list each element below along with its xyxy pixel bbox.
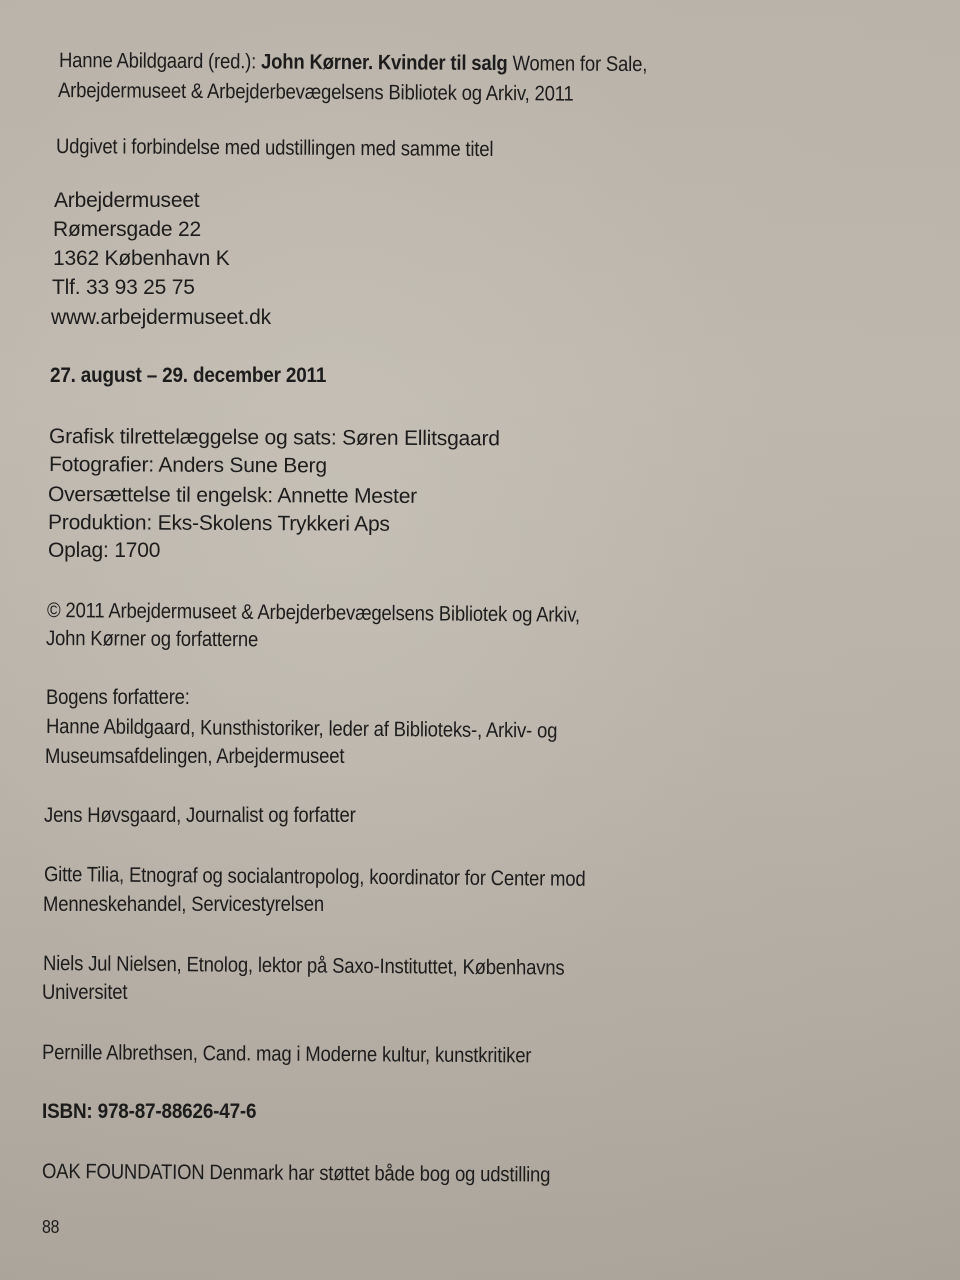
citation-line-1 xyxy=(59,48,647,78)
author-tilia-line-1: Gitte Tilia, Etnograf og socialantropolog, koordinator for Center mod xyxy=(43,863,586,891)
author-albrethsen: Pernille Albrethsen, Cand. mag i Moderne kultur, kunstkritiker xyxy=(41,1041,532,1068)
credit-production: Produktion: Eks-Skolens Trykkeri Aps xyxy=(47,511,390,536)
published-note: Udgivet i forbindelse med udstillingen med samme titel xyxy=(55,135,494,162)
citation-title: John Kørner. Kvinder til salg xyxy=(261,50,508,76)
address-street: Rømersgade 22 xyxy=(53,218,201,241)
address-city: 1362 København K xyxy=(53,247,230,270)
citation-editor: Hanne Abildgaard (red.): xyxy=(58,49,257,74)
author-tilia-line-2: Menneskehandel, Servicestyrelsen xyxy=(43,893,324,916)
isbn: ISBN: 978-87-88626-47-6 xyxy=(42,1100,257,1123)
copyright-line-2: John Kørner og forfatterne xyxy=(45,627,259,652)
citation-title-english: Women for Sale, xyxy=(512,52,648,77)
credit-translation: Oversættelse til engelsk: Annette Mester xyxy=(47,483,418,508)
authors-heading: Bogens forfattere: xyxy=(46,686,190,709)
credit-photos: Fotografier: Anders Sune Berg xyxy=(48,453,327,478)
author-nielsen-line-1: Niels Jul Nielsen, Etnolog, lektor på Saxo-Instituttet, Københavns xyxy=(42,952,565,980)
author-abildgaard-line-2: Museumsafdelingen, Arbejdermuseet xyxy=(45,745,345,768)
author-abildgaard-line-1: Hanne Abildgaard, Kunsthistoriker, leder af Biblioteks-, Arkiv- og xyxy=(45,715,558,743)
credit-design: Grafisk tilrettelæggelse og sats: Søren Ellitsgaard xyxy=(48,425,500,451)
page-number: 88 xyxy=(42,1217,60,1237)
author-hovsgaard: Jens Høvsgaard, Journalist og forfatter xyxy=(44,804,356,827)
address-name: Arbejdermuseet xyxy=(54,189,200,212)
citation-publisher: Arbejdermuseet & Arbejderbevægelsens Bibliotek og Arkiv, 2011 xyxy=(57,79,574,106)
copyright-line-1: © 2011 Arbejdermuseet & Arbejderbevægelsens Bibliotek og Arkiv, xyxy=(46,599,581,627)
exhibition-dates: 27. august – 29. december 2011 xyxy=(50,364,327,387)
sponsor-note: OAK FOUNDATION Denmark har støttet både bog og udstilling xyxy=(41,1160,551,1187)
address-phone: Tlf. 33 93 25 75 xyxy=(52,276,195,299)
author-nielsen-line-2: Universitet xyxy=(42,981,128,1004)
address-website: www.arbejdermuseet.dk xyxy=(51,306,271,329)
credit-print-run: Oplag: 1700 xyxy=(48,539,161,562)
